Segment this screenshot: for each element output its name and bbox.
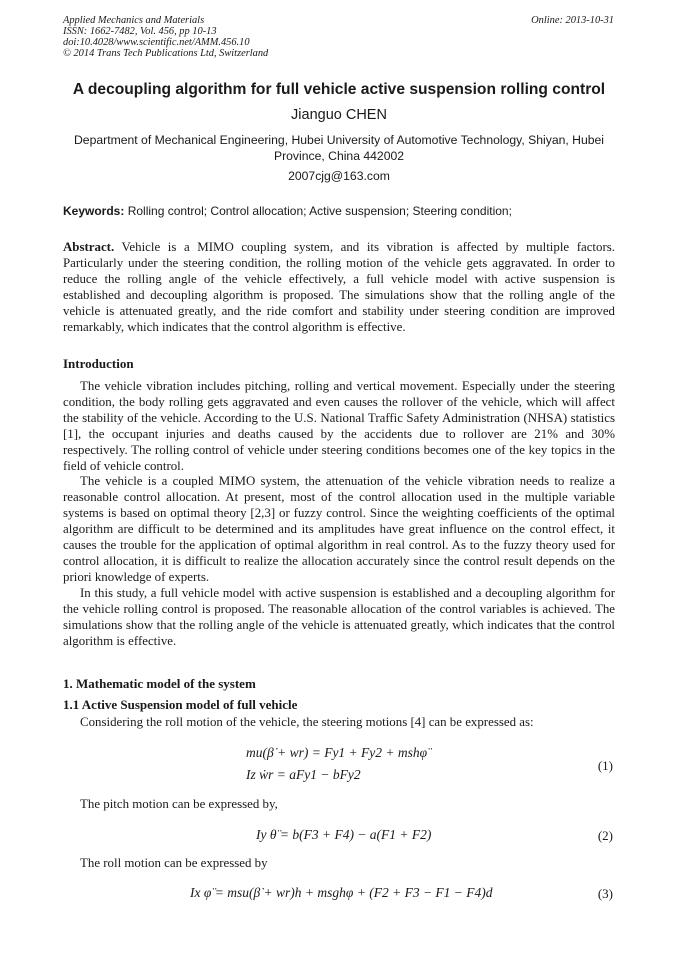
section-heading: 1. Mathematic model of the system (63, 676, 256, 691)
intro-paragraph: The vehicle vibration includes pitching, rolling and vertical movement. Especially under the steering condition, the body rolling gets aggravated and even causes the rollover of the vehicle, which will affect the stability of the vehicle. According to the U.S. National Traffic Safety Administration (NHSA) statistics [1], the occupant injuries and deaths caused by the accidents due to rollover are 21% and 30% respectively. The rolling control of vehicle under steering conditions becomes one of the key topics in the field of vehicle control. (63, 379, 615, 473)
abstract-label: Abstract. (63, 240, 115, 254)
abstract-text: Vehicle is a MIMO coupling system, and its vibration is affected by multiple factors. Particularly under the steering condition, the rolling motion of the vehicle gets aggravated. In order to reduce the rolling angle of the vehicle effectively, a full vehicle model with active suspension is established and decoupling algorithm is proposed. The simulations show that the rolling angle of the vehicle is attenuated greatly, and the ride comfort and stability under steering condition are improved remarkably, which indicates that the control algorithm is effective. (63, 240, 615, 334)
equation-1a (246, 744, 427, 762)
equation-2 (256, 826, 431, 844)
journal-header (63, 15, 268, 59)
subsection-heading: 1.1 Active Suspension model of full vehicle (63, 697, 298, 712)
paper-title: A decoupling algorithm for full vehicle active suspension rolling control (72, 81, 606, 98)
intro-paragraph: In this study, a full vehicle model with active suspension is established and a decoupling algorithm for the vehicle rolling control is proposed. The reasonable allocation of the control variables is achieved. The simulations show that the rolling angle of the vehicle is attenuated greatly, which indicates that the control algorithm is effective. (63, 585, 615, 648)
journal-name: Applied Mechanics and Materials (63, 15, 205, 26)
introduction-heading: Introduction (63, 356, 134, 371)
introduction-body (63, 379, 615, 649)
equation-number-2: (2) (597, 828, 613, 843)
equation-3-text: Ix φ̈ = msu(β̇ + wr)h + msghφ + (F2 + F3 − F1 − F4)d (190, 885, 493, 900)
intro-paragraph: The vehicle is a coupled MIMO system, the attenuation of the vehicle vibration needs to realize a reasonable control allocation. At present, most of the control allocation used in the multiple variable systems is based on optimal theory [2,3] or fuzzy control. Since the weighting coefficients of the optimal algorithm are difficult to be determined and its amplitudes have great influence on the control effect, it causes the trouble for the application of optimal algorithm in real control. As to the fuzzy theory used for control allocation, it is difficult to realize the allocation accurately since the control result depends on the priori knowledge of experts. (63, 474, 615, 584)
pitch-intro-line: The pitch motion can be expressed by, (80, 797, 278, 811)
equation-2-text: Iy θ̈ = b(F3 + F4) − a(F1 + F2) (256, 827, 432, 842)
journal-doi[interactable]: doi:10.4028/www.scientific.net/AMM.456.10 (63, 37, 250, 48)
journal-issn: ISSN: 1662-7482, Vol. 456, pp 10-13 (63, 26, 217, 37)
author-affiliation: Department of Mechanical Engineering, Hubei University of Automotive Technology, Shiyan, Hubei Province, China 442002 (74, 133, 604, 163)
equation-1a-text: mu(β̇ + wr) = Fy1 + Fy2 + mshφ̈ (246, 745, 428, 760)
equation-1b-text: Iz ẇr = aFy1 − bFy2 (246, 767, 361, 782)
steering-intro-line: Considering the roll motion of the vehicle, the steering motions [4] can be expressed as: (80, 715, 534, 729)
equation-3 (190, 884, 493, 902)
author-email[interactable]: 2007cjg@163.com (288, 169, 390, 183)
author-name: Jianguo CHEN (291, 107, 387, 123)
equation-1b (246, 766, 361, 784)
keywords (63, 203, 615, 219)
equation-number-1: (1) (597, 758, 613, 773)
keywords-label: Keywords: (63, 204, 125, 218)
journal-copyright: © 2014 Trans Tech Publications Ltd, Switzerland (63, 48, 269, 59)
equation-number-3: (3) (597, 886, 613, 901)
online-date: Online: 2013-10-31 (531, 15, 614, 26)
abstract (63, 240, 615, 335)
roll-intro-line: The roll motion can be expressed by (80, 856, 268, 870)
keywords-text: Rolling control; Control allocation; Active suspension; Steering condition; (124, 204, 512, 218)
